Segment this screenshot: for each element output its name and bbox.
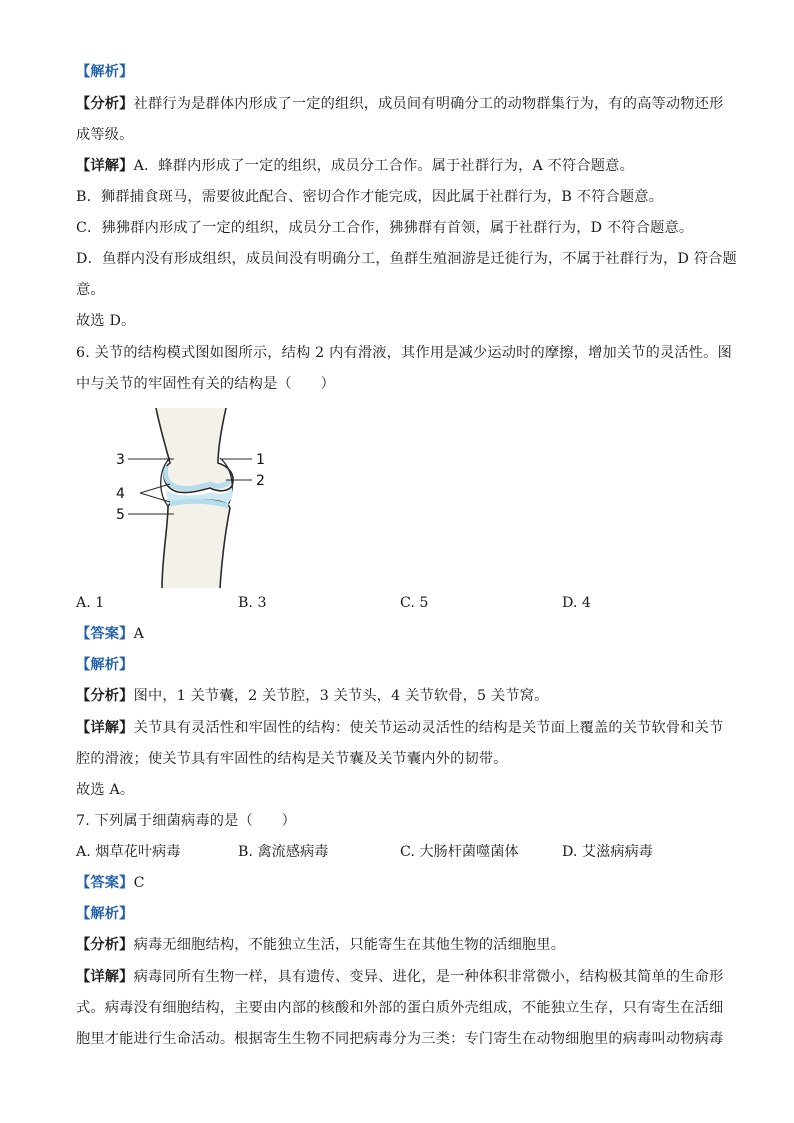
q7-option-c: C. 大肠杆菌噬菌体 bbox=[400, 844, 519, 860]
figure-label-2: 2 bbox=[256, 473, 265, 489]
q7-xiangjie-label: 【详解】 bbox=[76, 969, 134, 985]
q6-xiangjie-1: 【详解】关节具有灵活性和牢固性的结构：使关节运动灵活性的结构是关节面上覆盖的关节软骨和关节 bbox=[76, 720, 724, 736]
q6-option-c: C. 5 bbox=[400, 595, 429, 611]
q6-stem-2: 中与关节的牢固性有关的结构是（ ） bbox=[76, 376, 335, 392]
q5-jiexi-heading: 【解析】 bbox=[76, 64, 134, 80]
q7-stem: 7. 下列属于细菌病毒的是（ ） bbox=[76, 813, 297, 829]
q6-stem-1: 6. 关节的结构模式图如图所示，结构 2 内有滑液，其作用是减少运动时的摩擦，增加关节的灵活性。图 bbox=[76, 345, 732, 361]
q7-jiexi-heading: 【解析】 bbox=[76, 906, 134, 922]
q6-option-d: D. 4 bbox=[562, 595, 591, 611]
figure-label-4: 4 bbox=[116, 486, 125, 502]
q7-fenxi-label: 【分析】 bbox=[76, 937, 134, 953]
q7-option-b: B. 禽流感病毒 bbox=[238, 844, 329, 860]
figure-label-1: 1 bbox=[256, 452, 265, 468]
q5-xiangjie-d-2: 意。 bbox=[76, 282, 105, 298]
q6-option-a: A. 1 bbox=[76, 595, 105, 611]
q7-xiangjie-1: 【详解】病毒同所有生物一样，具有遗传、变异、进化，是一种体积非常微小，结构极其简单的生命形 bbox=[76, 969, 724, 985]
lower-bone bbox=[162, 500, 230, 588]
leader-4a bbox=[140, 484, 170, 493]
q5-xiangjie-c: C．狒狒群内形成了一定的组织，成员分工合作，狒狒群有首领，属于社群行为，D 不符合题意。 bbox=[76, 220, 694, 236]
q6-xiangjie-2: 腔的滑液；使关节具有牢固性的结构是关节囊及关节囊内外的韧带。 bbox=[76, 751, 508, 767]
joint-structure-figure bbox=[110, 408, 280, 588]
q5-xiangjie-b: B．狮群捕食斑马，需要彼此配合、密切合作才能完成，因此属于社群行为，B 不符合题意。 bbox=[76, 189, 664, 205]
q5-fenxi-label: 【分析】 bbox=[76, 96, 134, 112]
q6-jiexi-heading: 【解析】 bbox=[76, 657, 134, 673]
leader-4b bbox=[140, 493, 170, 502]
q5-xiangjie-label: 【详解】 bbox=[76, 158, 134, 174]
q6-daan bbox=[76, 624, 144, 644]
q6-daan-label: 【答案】 bbox=[76, 626, 134, 642]
q7-daan-label: 【答案】 bbox=[76, 875, 134, 891]
q5-xiangjie-a: 【详解】A．蜂群内形成了一定的组织，成员分工合作。属于社群行为，A 不符合题意。 bbox=[76, 158, 634, 174]
q6-xiangjie-label: 【详解】 bbox=[76, 720, 134, 736]
q5-fenxi-line-2: 成等级。 bbox=[76, 127, 134, 143]
q6-option-b: B. 3 bbox=[238, 595, 267, 611]
q6-fenxi-label: 【分析】 bbox=[76, 688, 134, 704]
q7-daan bbox=[76, 873, 145, 893]
q5-xiangjie-d-1: D．鱼群内没有形成组织，成员间没有明确分工，鱼群生殖洄游是迁徙行为，不属于社群行为，D 符合题 bbox=[76, 251, 737, 267]
q5-answer: 故选 D。 bbox=[76, 313, 136, 329]
figure-label-5: 5 bbox=[116, 507, 125, 523]
figure-label-3: 3 bbox=[116, 452, 125, 468]
q7-option-a: A. 烟草花叶病毒 bbox=[76, 844, 181, 860]
q5-fenxi-line-1 bbox=[76, 94, 723, 114]
q7-option-d: D. 艾滋病病毒 bbox=[562, 844, 653, 860]
q7-fenxi: 【分析】病毒无细胞结构，不能独立生活，只能寄生在其他生物的活细胞里。 bbox=[76, 937, 566, 953]
q5-fenxi-text: 社群行为是群体内形成了一定的组织，成员间有明确分工的动物群集行为，有的高等动物还形 bbox=[133, 96, 724, 112]
q6-answer: 故选 A。 bbox=[76, 782, 135, 798]
q6-fenxi: 【分析】图中，1 关节囊，2 关节腔，3 关节头，4 关节软骨，5 关节窝。 bbox=[76, 688, 549, 704]
q6-daan-value: A bbox=[133, 626, 145, 642]
q7-xiangjie-2: 式。病毒没有细胞结构，主要由内部的核酸和外部的蛋白质外壳组成，不能独立生存，只有寄生在活细 bbox=[76, 1000, 724, 1016]
q7-daan-value: C bbox=[133, 875, 145, 891]
q7-xiangjie-3: 胞里才能进行生命活动。根据寄生生物不同把病毒分为三类：专门寄生在动物细胞里的病毒叫动物病毒 bbox=[76, 1031, 724, 1047]
